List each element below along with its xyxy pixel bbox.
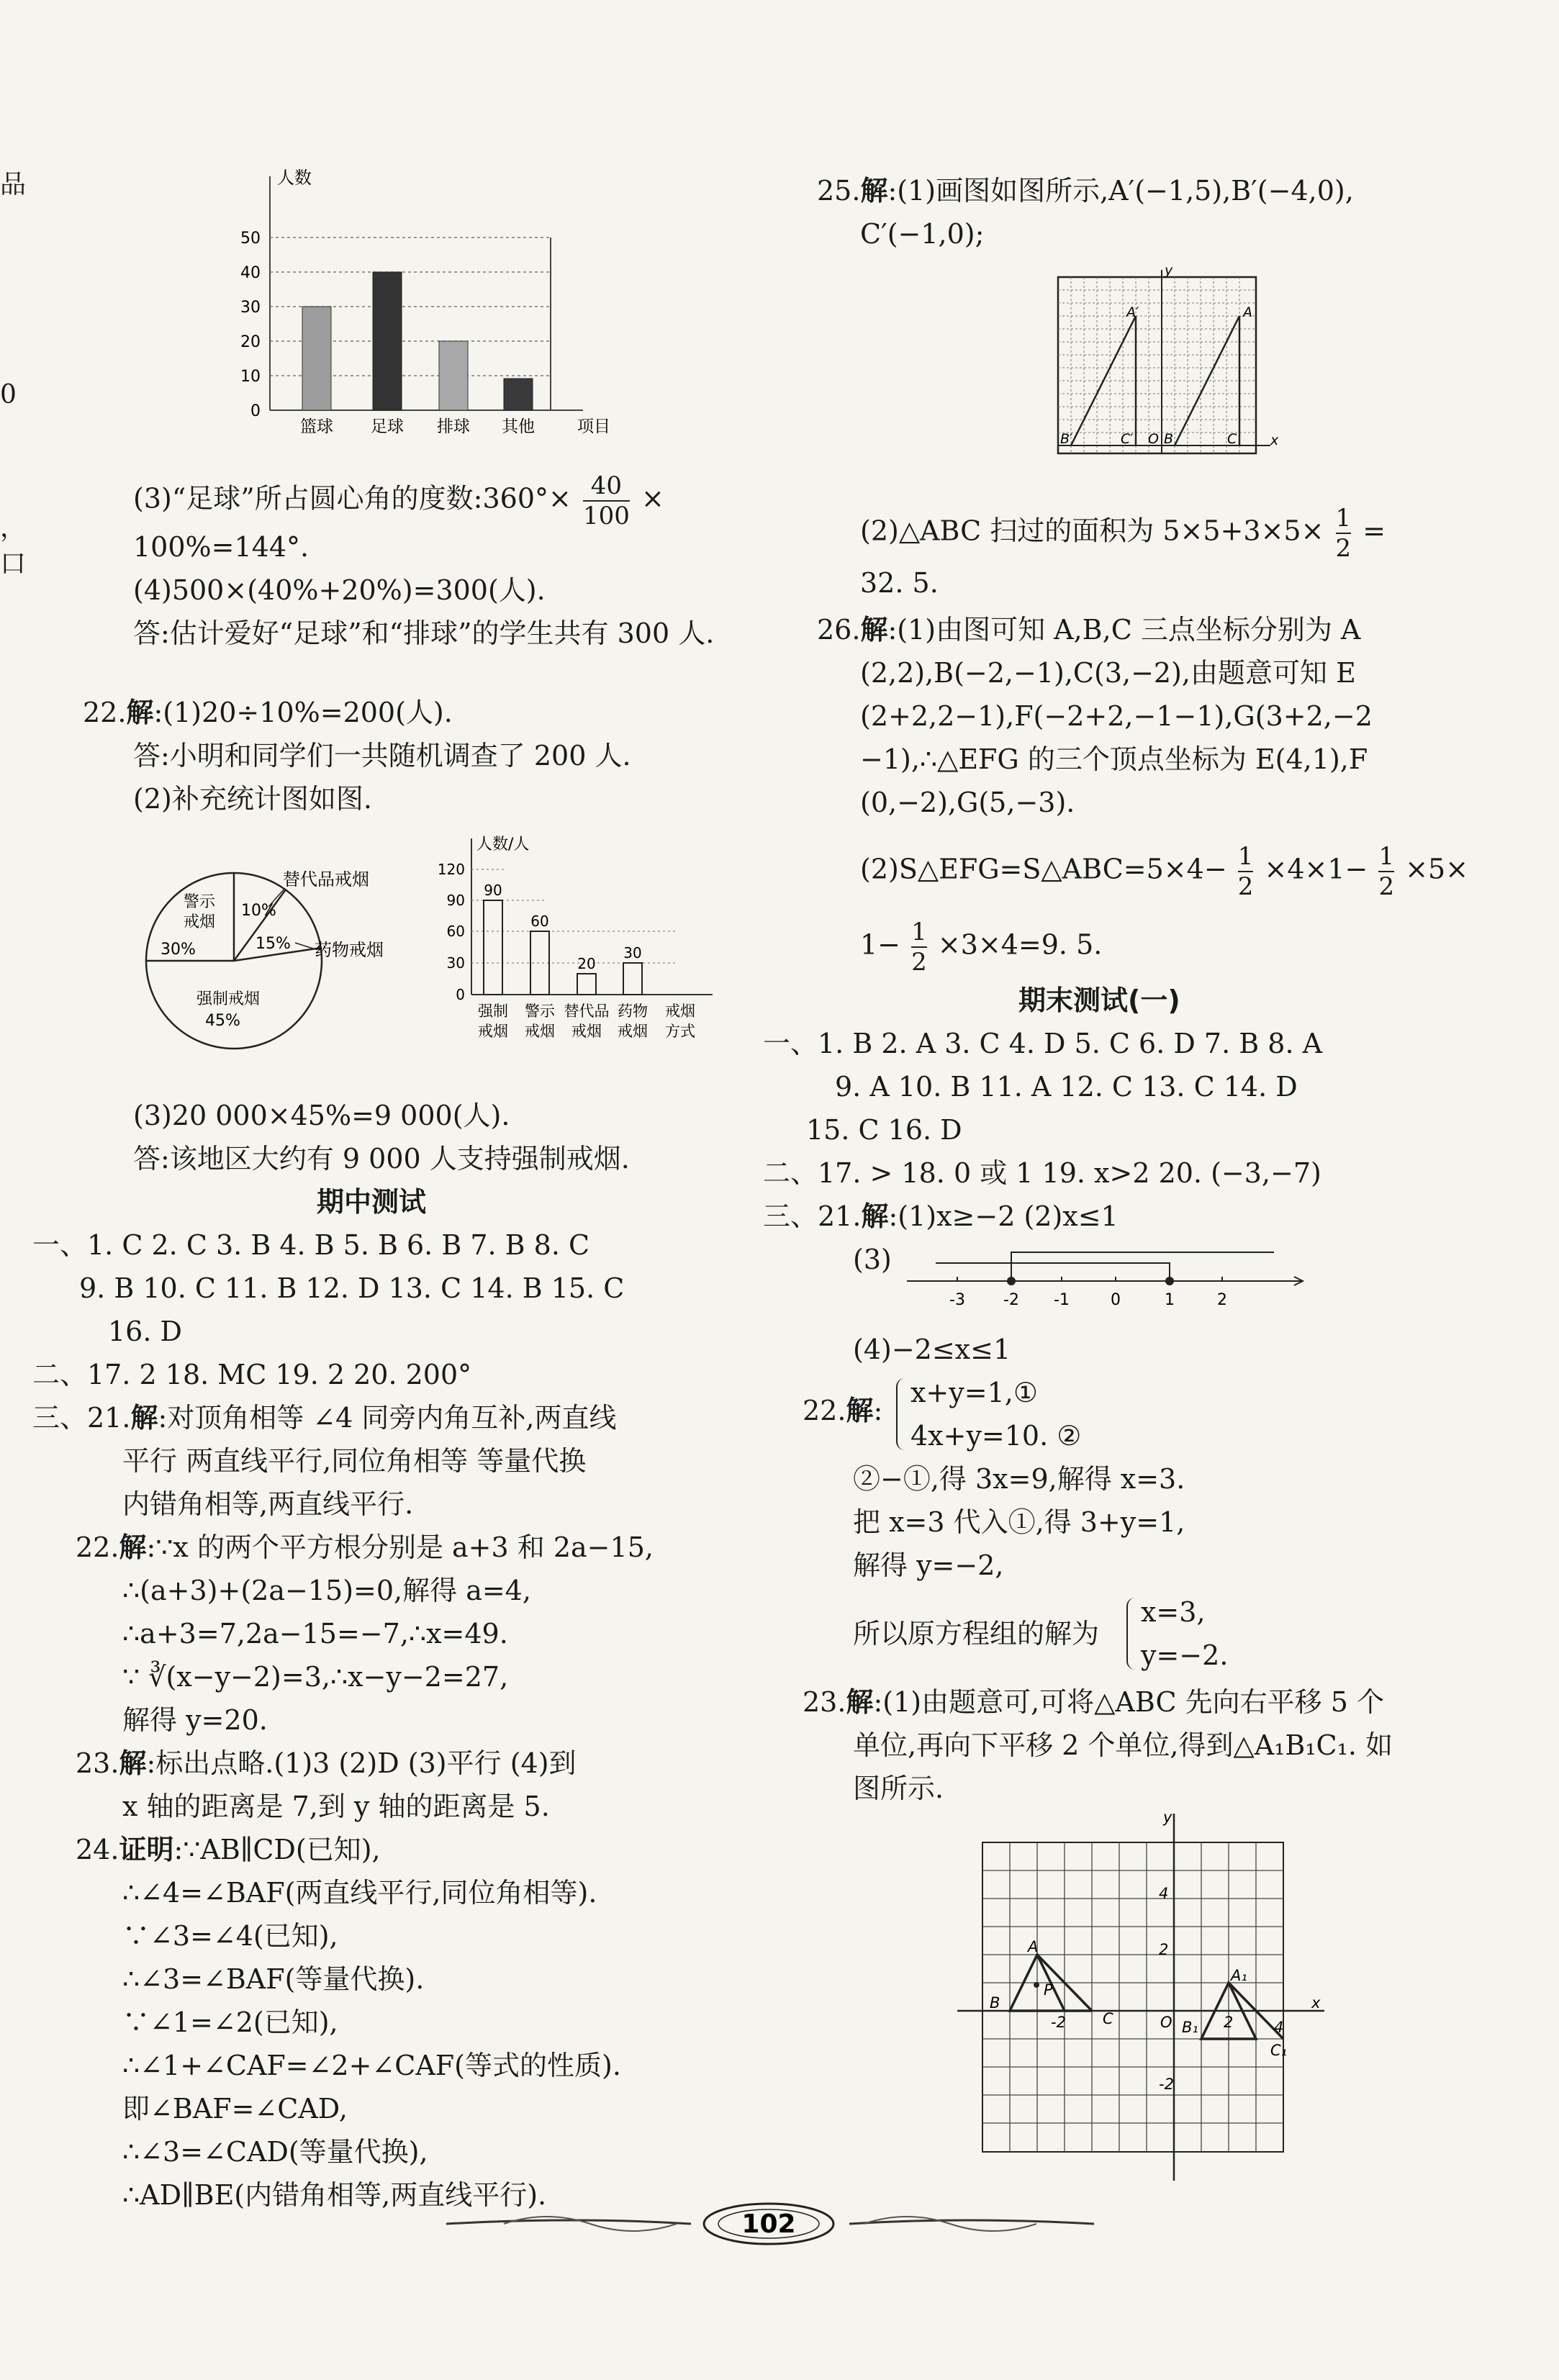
x-tick: 强制	[478, 1003, 508, 1020]
final-line: 图所示.	[853, 1773, 944, 1804]
mid-line: 22.解:∵x 的两个平方根分别是 a+3 和 2a−15,	[76, 1531, 654, 1563]
point-label: C	[1103, 2010, 1113, 2027]
page-footer-ornament	[0, 2195, 1559, 2253]
tick-label: 1	[1165, 1291, 1175, 1309]
x-tick: 戒烟	[665, 1003, 695, 1020]
margin-fragment: 品	[0, 170, 27, 199]
final-line: 三、21.解:(1)x≥−2 (2)x≤1	[763, 1200, 1119, 1232]
tick-label: 4	[1159, 1885, 1169, 1902]
x-tick: 戒烟	[478, 1023, 508, 1040]
mid-line: 平行 两直线平行,同位角相等 等量代换	[122, 1445, 587, 1477]
q25-grid	[1054, 266, 1285, 475]
y-tick: 40	[240, 264, 261, 282]
mid-line: 即∠BAF=∠CAD,	[122, 2093, 348, 2125]
point-label: A′	[1126, 304, 1139, 320]
final-line: (3)	[853, 1244, 892, 1275]
x-tick: 戒烟	[571, 1023, 602, 1040]
bar-football	[373, 272, 402, 410]
q21-line-3: (3)“足球”所占圆心角的度数:360°× $\frac{40}{100}$ ×	[133, 471, 664, 530]
mid-line: ∵∠1=∠2(已知),	[122, 2006, 338, 2038]
final-line: ②−①,得 3x=9,解得 x=3.	[853, 1463, 1185, 1495]
x-tick: 足球	[371, 417, 404, 436]
final-line: 解得 y=−2,	[853, 1549, 1004, 1581]
q21-line: 答:估计爱好“足球”和“排球”的学生共有 300 人.	[133, 617, 715, 649]
final-line: (4)−2≤x≤1	[853, 1334, 1011, 1365]
final-line: y=−2.	[1141, 1639, 1229, 1671]
q26-line: (2)S△EFG=S△ABC=5×4− $\frac{1}{2}$ ×4×1− $\frac{1}{2}$ ×5×	[860, 842, 1469, 901]
tick-label: -1	[1054, 1291, 1070, 1309]
q21-bar-chart	[230, 162, 648, 443]
axis-y-label: y	[1163, 1809, 1172, 1826]
q25-line: 32. 5.	[860, 567, 939, 599]
pie-pct-warning: 10%	[241, 902, 276, 920]
tick-label: 0	[1111, 1291, 1121, 1309]
y-tick: 90	[446, 892, 465, 909]
q25-line: C′(−1,0);	[860, 218, 985, 250]
value-label: 20	[577, 955, 596, 972]
final-line: 9. A 10. B 11. A 12. C 13. C 14. D	[835, 1071, 1298, 1103]
point-label: A	[1028, 1938, 1039, 1955]
x-tick: 药物	[618, 1003, 648, 1020]
mid-line: ∴∠3=∠CAD(等量代换),	[122, 2136, 428, 2168]
point-label: B′	[1060, 431, 1073, 447]
mid-line: ∵∠3=∠4(已知),	[122, 1920, 338, 1952]
bar2-forced	[484, 900, 502, 995]
mid-line: 23.解:标出点略.(1)3 (2)D (3)平行 (4)到	[76, 1747, 577, 1779]
y-tick: 10	[240, 368, 261, 386]
q26-line: 26.解:(1)由图可知 A,B,C 三点坐标分别为 A	[817, 613, 1361, 646]
y-tick: 30	[240, 299, 261, 317]
y-tick: 50	[240, 230, 261, 248]
point-label: B	[990, 1994, 1000, 2012]
mid-line: ∴a+3=7,2a−15=−7,∴x=49.	[122, 1618, 508, 1650]
bar-volleyball	[439, 341, 468, 410]
midterm-title: 期中测试	[317, 1186, 427, 1218]
final-line: 单位,再向下平移 2 个单位,得到△A₁B₁C₁. 如	[853, 1729, 1393, 1761]
mid-line: 16. D	[108, 1316, 182, 1347]
axis-x-label: x	[1311, 1994, 1321, 2012]
mid-line: ∵ ∛(x−y−2)=3,∴x−y−2=27,	[122, 1661, 509, 1693]
final-line: 二、17. > 18. 0 或 1 19. x>2 20. (−3,−7)	[763, 1157, 1321, 1189]
point-label: C′	[1121, 431, 1134, 447]
bar2-substitute	[577, 974, 596, 995]
y-tick: 120	[437, 861, 465, 878]
margin-fragment: 口	[0, 549, 27, 579]
x-tick: 警示	[525, 1003, 555, 1020]
q22-line: (3)20 000×45%=9 000(人).	[133, 1100, 510, 1131]
origin-label: O	[1148, 431, 1159, 447]
tick-label: -3	[949, 1291, 965, 1309]
tick-label: 4	[1274, 2019, 1284, 2036]
pie-pct-medicine: 30%	[161, 941, 196, 959]
y-axis-label: 人数/人	[476, 836, 530, 854]
axis-y-label: y	[1165, 266, 1173, 279]
x-tick: 排球	[437, 417, 470, 436]
x-tick: 戒烟	[618, 1023, 648, 1040]
y-tick: 60	[446, 923, 465, 940]
y-tick: 0	[456, 986, 465, 1003]
x-axis-label: 项目	[577, 417, 610, 436]
y-tick: 30	[446, 954, 465, 972]
point-label: P	[1044, 1981, 1053, 1999]
mid-line: 24.证明:∵AB∥CD(已知),	[76, 1833, 381, 1865]
y-axis-label: 人数	[277, 168, 312, 188]
svg-text:警示: 警示	[184, 893, 216, 911]
final-line: 22.解:	[803, 1394, 883, 1426]
q22-line: 答:小明和同学们一共随机调查了 200 人.	[133, 740, 631, 772]
tick-label: -2	[1051, 2014, 1066, 2031]
mid-line: 解得 y=20.	[122, 1704, 268, 1736]
svg-text:强制戒烟: 强制戒烟	[196, 990, 261, 1008]
q26-line: −1),∴△EFG 的三个顶点坐标为 E(4,1),F	[860, 743, 1368, 775]
q21-line: (4)500×(40%+20%)=300(人).	[133, 574, 546, 606]
mid-line: 9. B 10. C 11. B 12. D 13. C 14. B 15. C	[79, 1272, 625, 1304]
mid-line: ∴AD∥BE(内错角相等,两直线平行).	[122, 2179, 547, 2211]
mid-line: 三、21.解:对顶角相等 ∠4 同旁内角互补,两直线	[32, 1401, 617, 1434]
mid-line: ∴∠1+∠CAF=∠2+∠CAF(等式的性质).	[122, 2050, 621, 2081]
q22-line: 22.解:(1)20÷10%=200(人).	[83, 696, 453, 728]
final-line: 15. C 16. D	[806, 1114, 962, 1146]
q22-pie-chart	[140, 864, 421, 1058]
point-label: A	[1243, 304, 1252, 320]
mid-line: ∴(a+3)+(2a−15)=0,解得 a=4,	[122, 1575, 531, 1606]
final-line: 23.解:(1)由题意可,可将△ABC 先向右平移 5 个	[803, 1686, 1384, 1718]
final-line: x=3,	[1141, 1596, 1206, 1628]
q22-line: 答:该地区大约有 9 000 人支持强制戒烟.	[133, 1143, 630, 1175]
q26-line: (2,2),B(−2,−1),C(3,−2),由题意可知 E	[860, 657, 1356, 689]
q26-line: 1− $\frac{1}{2}$ ×3×4=9. 5.	[860, 918, 1103, 977]
point-label: B	[1164, 431, 1174, 447]
tick-label: -2	[1003, 1291, 1019, 1309]
point-label: A₁	[1231, 1967, 1247, 1984]
tick-label: -2	[1159, 2076, 1174, 2093]
mid-line: 二、17. 2 18. MC 19. 2 20. 200°	[32, 1359, 472, 1390]
margin-fragment: 0	[0, 380, 17, 410]
point-label: B₁	[1182, 2019, 1198, 2036]
value-label: 90	[484, 882, 502, 899]
mid-line: ∴∠4=∠BAF(两直线平行,同位角相等).	[122, 1877, 597, 1909]
final-line: 4x+y=10. ②	[910, 1420, 1082, 1452]
q21-number-line	[893, 1234, 1310, 1313]
tick-label: 2	[1217, 1291, 1227, 1309]
svg-text:戒烟: 戒烟	[184, 913, 216, 931]
point-label: C	[1227, 431, 1237, 447]
x-tick: 替代品	[564, 1003, 610, 1020]
pie-label-substitute: 替代品戒烟	[283, 869, 369, 890]
x-tick: 方式	[665, 1023, 695, 1040]
y-tick: 0	[250, 402, 261, 420]
final-line: 一、1. B 2. A 3. C 4. D 5. C 6. D 7. B 8. A	[763, 1028, 1323, 1059]
q25-line: 25.解:(1)画图如图所示,A′(−1,5),B′(−4,0),	[817, 174, 1354, 207]
x-tick: 其他	[502, 417, 535, 436]
margin-fragment: ，	[0, 513, 27, 543]
mid-line: 内错角相等,两直线平行.	[122, 1488, 414, 1520]
mid-line: 一、1. C 2. C 3. B 4. B 5. B 6. B 7. B 8. C	[32, 1229, 590, 1261]
tick-label: 2	[1159, 1941, 1169, 1958]
q23-grid	[950, 1806, 1339, 2181]
final-line: 把 x=3 代入①,得 3+y=1,	[853, 1506, 1185, 1538]
bar-basketball	[302, 307, 331, 410]
tick-label: 2	[1224, 2014, 1234, 2031]
axis-x-label: x	[1270, 433, 1279, 448]
brace	[1126, 1598, 1141, 1670]
q22-bar-chart	[432, 828, 720, 1051]
bar2-medicine	[623, 963, 642, 995]
point-label: C₁	[1270, 2042, 1288, 2059]
origin-label: O	[1160, 2014, 1172, 2031]
q22-line: (2)补充统计图如图.	[133, 783, 372, 815]
page-number: 102	[741, 2209, 796, 2239]
mid-line: ∴∠3=∠BAF(等量代换).	[122, 1963, 425, 1995]
final-line: x+y=1,①	[910, 1377, 1038, 1408]
q21-line: 100%=144°.	[133, 531, 309, 563]
value-label: 60	[530, 913, 549, 930]
pie-label-medicine: 药物戒烟	[315, 940, 384, 960]
bar-other	[504, 379, 533, 410]
x-tick: 篮球	[300, 417, 333, 436]
pie-pct-substitute: 15%	[256, 935, 291, 953]
final-title: 期末测试(一)	[1018, 985, 1180, 1016]
q26-line: (0,−2),G(5,−3).	[860, 787, 1075, 818]
value-label: 30	[623, 944, 642, 961]
mid-line: x 轴的距离是 7,到 y 轴的距离是 5.	[122, 1791, 550, 1822]
brace	[896, 1378, 910, 1450]
x-tick: 戒烟	[525, 1023, 555, 1040]
q25-line: (2)△ABC 扫过的面积为 5×5+3×5× $\frac{1}{2}$ =	[860, 504, 1386, 563]
q26-line: (2+2,2−1),F(−2+2,−1−1),G(3+2,−2	[860, 700, 1373, 732]
y-tick: 20	[240, 333, 261, 351]
final-line: 所以原方程组的解为	[853, 1618, 1100, 1650]
pie-pct-forced: 45%	[205, 1012, 240, 1030]
